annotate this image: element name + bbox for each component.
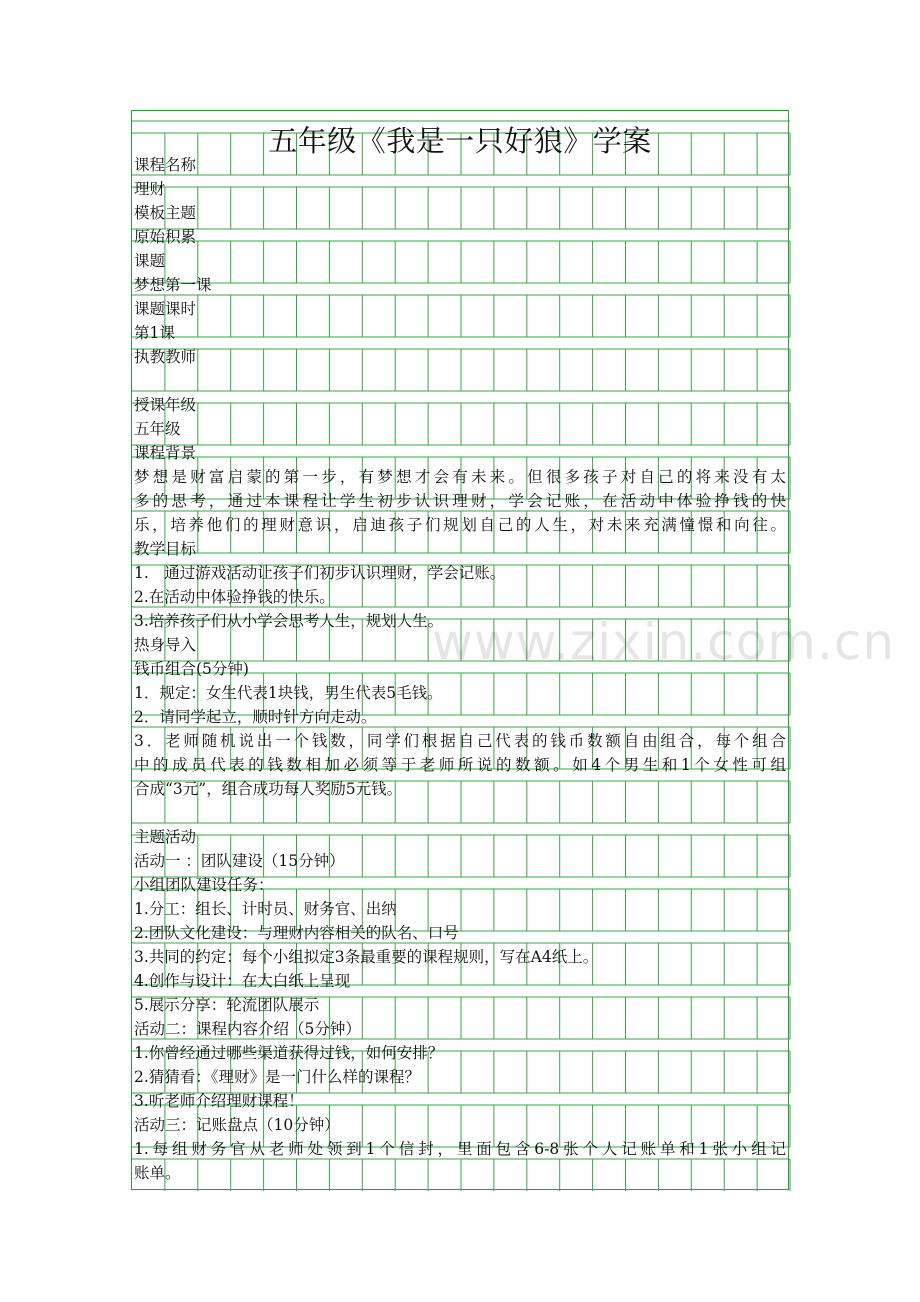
label-background: 课程背景: [134, 444, 197, 462]
warmup-rule: 1．规定：女生代表1块钱，男生代表5毛钱。: [134, 684, 443, 702]
label-lesson-period: 课题课时: [134, 300, 197, 318]
activity-step: 2.猜猜看：《理财》是一门什么样的课程？: [134, 1068, 421, 1086]
value-grade: 五年级: [134, 420, 181, 438]
activity-step: 1.你曾经通过哪些渠道获得过钱，如何安排？: [134, 1044, 444, 1062]
activity-step-continued: 账单。: [134, 1164, 181, 1182]
background-paragraph-line: 多的思考，通过本课程让学生初步认识理财，学会记账，在活动中体验挣钱的快: [134, 492, 786, 510]
value-lesson-topic: 梦想第一课: [134, 276, 212, 294]
label-warmup: 热身导入: [134, 636, 197, 654]
warmup-rule-continued: 合成“3元”，组合成功每人奖励5元钱。: [134, 780, 403, 798]
activity-step: 3.听老师介绍理财课程！: [134, 1092, 304, 1110]
background-paragraph-line: 梦想是财富启蒙的第一步，有梦想才会有未来。但很多孩子对自己的将来没有太: [134, 468, 786, 486]
value-lesson-period: 第1课: [134, 324, 175, 342]
activity-step: 2.团队文化建设：与理财内容相关的队名、口号: [134, 924, 459, 942]
value-template-theme: 原始积累: [134, 228, 197, 246]
label-main-activities: 主题活动: [134, 828, 197, 846]
activity-heading: 活动一 ：团队建设（15分钟）: [134, 852, 345, 870]
objective-item: 1. 通过游戏活动让孩子们初步认识理财，学会记账。: [134, 564, 506, 582]
objective-item: 3.培养孩子们从小学会思考人生，规划人生。: [134, 612, 444, 630]
warmup-rule: 2．请同学起立，顺时针方向走动。: [134, 708, 377, 726]
activity-heading: 活动三：记账盘点（10分钟）: [134, 1116, 340, 1134]
background-paragraph-line: 乐，培养他们的理财意识，启迪孩子们规划自己的人生，对未来充满憧憬和向往。: [134, 516, 786, 534]
worksheet-page: [131, 110, 896, 1190]
activity-step: 4.创作与设计：在大白纸上呈现: [134, 972, 351, 990]
activity-subheading: 小组团队建设任务：: [134, 876, 274, 894]
label-course-name: 课程名称: [134, 156, 197, 174]
warmup-rule-continued: 中的成员代表的钱数相加必须等于老师所说的数额。如4个男生和1个女性可组: [134, 756, 786, 774]
activity-step: 1.每组财务官从老师处领到1个信封，里面包含6-8张个人记账单和1张小组记: [134, 1140, 786, 1158]
warmup-rule: 3．老师随机说出一个钱数，同学们根据自己代表的钱币数额自由组合，每个组合: [134, 732, 786, 750]
objective-item: 2.在活动中体验挣钱的快乐。: [134, 588, 335, 606]
page-title: 五年级《我是一只好狼》学案: [268, 124, 652, 158]
label-template-theme: 模板主题: [134, 204, 197, 222]
activity-step: 5.展示分享：轮流团队展示: [134, 996, 320, 1014]
activity-step: 3.共同的约定：每个小组拟定3条最重要的课程规则，写在A4纸上。: [134, 948, 599, 966]
value-course-name: 理财: [134, 180, 166, 198]
label-lesson-topic: 课题: [134, 252, 166, 270]
label-grade: 授课年级: [134, 396, 197, 414]
label-objectives: 教学目标: [134, 540, 197, 558]
label-teacher: 执教教师: [134, 348, 197, 366]
activity-heading: 活动二：课程内容介绍（5分钟）: [134, 1020, 361, 1038]
warmup-game-title: 钱币组合(5分钟): [134, 660, 249, 678]
watermark: www.zixin.com.cn: [432, 613, 896, 671]
activity-step: 1.分工：组长、计时员、财务官、出纳: [134, 900, 397, 918]
